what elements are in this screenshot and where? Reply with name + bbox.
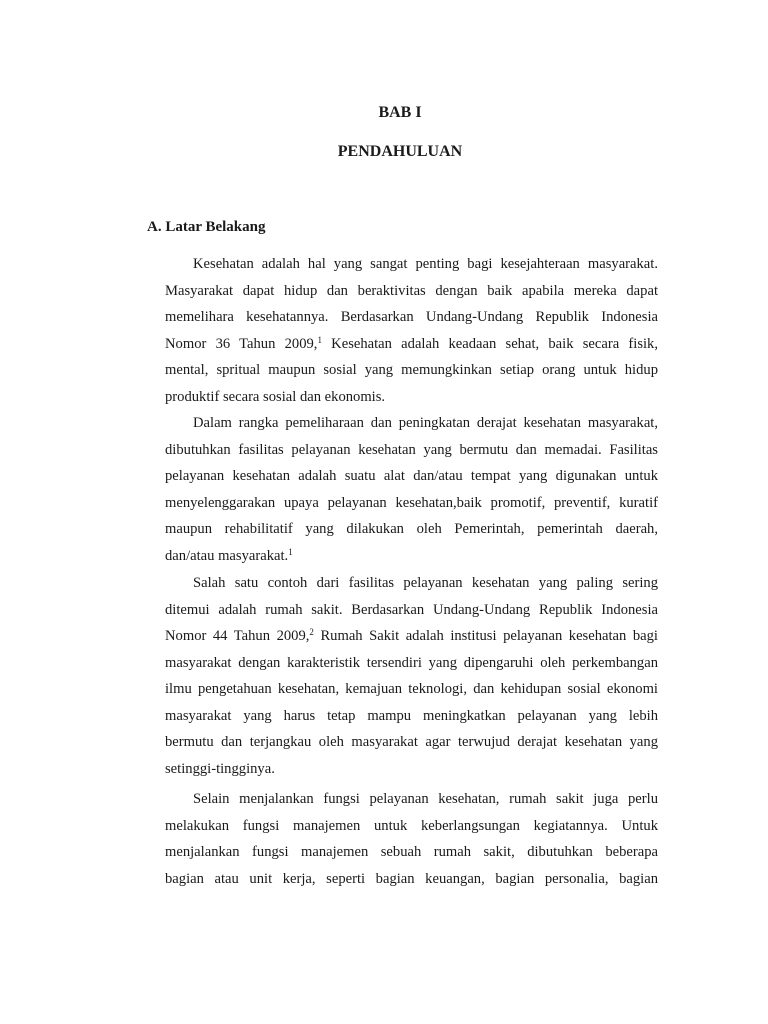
line-text: Kesehatan adalah keadaan sehat, baik secara fisik, <box>321 335 658 352</box>
paragraph-3 <box>165 570 658 782</box>
section-heading: A. Latar Belakang <box>147 219 266 235</box>
paragraph-line: pelayanan kesehatan adalah suatu alat dan/atau tempat yang digunakan untuk <box>165 468 658 484</box>
paragraph-line: dibutuhkan fasilitas pelayanan kesehatan yang bermutu dan memadai. Fasilitas <box>165 441 658 458</box>
paragraph-line: Kesehatan adalah hal yang sangat penting bagi kesejahteraan masyarakat. <box>193 256 658 272</box>
paragraph-line: bermutu dan terjangkau oleh masyarakat agar terwujud derajat kesehatan yang <box>165 734 658 750</box>
line-text: Nomor 36 Tahun 2009, <box>165 335 318 352</box>
paragraph-line-with-footnote <box>165 623 658 650</box>
footnote-reference: 1 <box>288 546 293 557</box>
paragraph-line: ilmu pengetahuan kesehatan, kemajuan teknologi, dan kehidupan sosial ekonomi <box>165 681 658 697</box>
paragraph-line-with-footnote <box>165 543 658 570</box>
paragraph-line: menjalankan fungsi manajemen sebuah rumah sakit, dibutuhkan beberapa <box>165 844 658 860</box>
paragraph-line: setinggi-tingginya. <box>165 760 275 777</box>
line-text: Nomor 44 Tahun 2009, <box>165 628 310 644</box>
paragraph-1 <box>165 251 658 410</box>
paragraph-line: menyelenggarakan upaya pelayanan kesehatan,baik promotif, preventif, kuratif <box>165 494 658 511</box>
paragraph-line: melakukan fungsi manajemen untuk keberlangsungan kegiatannya. Untuk <box>165 817 658 834</box>
paragraph-line: Selain menjalankan fungsi pelayanan kesehatan, rumah sakit juga perlu <box>193 791 658 807</box>
paragraph-4 <box>165 786 658 892</box>
line-text: dan/atau masyarakat. <box>165 547 289 564</box>
line-text: Rumah Sakit adalah institusi pelayanan kesehatan bagi <box>313 628 658 644</box>
paragraph-2 <box>165 410 658 569</box>
paragraph-line: maupun rehabilitatif yang dilakukan oleh Pemerintah, pemerintah daerah, <box>165 521 658 537</box>
paragraph-line: Salah satu contoh dari fasilitas pelayanan kesehatan yang paling sering <box>193 575 658 591</box>
paragraph-line: masyarakat yang harus tetap mampu meningkatkan pelayanan yang lebih <box>165 707 658 724</box>
footnote-reference: 1 <box>317 334 322 345</box>
paragraph-line: masyarakat dengan karakteristik tersendiri yang dipengaruhi oleh perkembangan <box>165 654 658 671</box>
paragraph-line-with-footnote <box>165 331 658 358</box>
paragraph-line: ditemui adalah rumah sakit. Berdasarkan Undang-Undang Republik Indonesia <box>165 601 658 618</box>
paragraph-line: mental, spritual maupun sosial yang memungkinkan setiap orang untuk hidup <box>165 362 658 378</box>
paragraph-line: Dalam rangka pemeliharaan dan peningkatan derajat kesehatan masyarakat, <box>193 415 658 431</box>
paragraph-line: Masyarakat dapat hidup dan beraktivitas dengan baik apabila mereka dapat <box>165 282 658 299</box>
paragraph-line: memelihara kesehatannya. Berdasarkan Undang-Undang Republik Indonesia <box>165 309 658 325</box>
chapter-number: BAB I <box>378 104 422 121</box>
chapter-title: PENDAHULUAN <box>337 143 463 160</box>
paragraph-line: produktif secara sosial dan ekonomis. <box>165 388 386 405</box>
footnote-reference: 2 <box>309 627 314 637</box>
paragraph-line: bagian atau unit kerja, seperti bagian keuangan, bagian personalia, bagian <box>165 870 658 887</box>
